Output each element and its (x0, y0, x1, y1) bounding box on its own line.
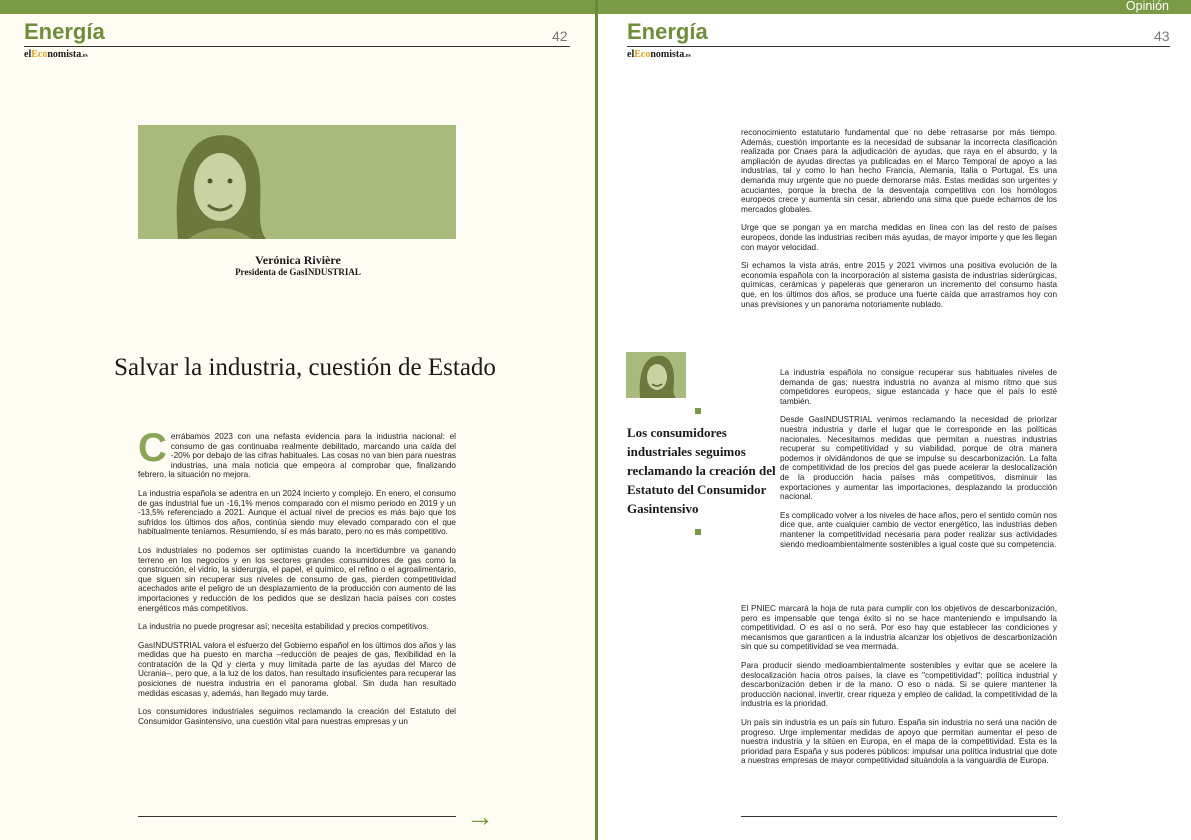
eleconomista-logo: elEconomista.es (627, 49, 691, 60)
paragraph: La industria española no consigue recuperar sus habituales niveles de demanda de gas; nuestra industria no avanza al mismo ritmo que sus competidores europeos, sigue estancada y hace que el país lo esté también. (780, 368, 1057, 406)
paragraph: GasINDUSTRIAL valora el esfuerzo del Gobierno español en los últimos dos años y las medidas que ha puesto en marcha –reducción de peajes de gas, flexibilidad en la contratación de la Qd y cierta y muy limitada parte de las ayudas del Marco de Ucrania–, pero que, a la luz de los datos, han resultado insuficientes para recuperar las posiciones de nuestra industria en el panorama global. Sin duda han resultado medidas escasas y, además, han llegado muy tarde. (138, 640, 456, 698)
page-number: 42 (552, 28, 568, 44)
paragraph: Los industriales no podemos ser optimistas cuando la incertidumbre va ganando terreno en los negocios y en los sectores grandes consumidores de gas como la construcción, el vidrio, la siderurgia, el papel, el químico, el refino o el agroalimentario, que siguen sin recuperar sus niveles de consumo de gas, pierden competitividad acechados ante el peligro de un desplazamiento de la producción con aumento de las importaciones y reducción de los pedidos que se deslizan hacia países con costes energéticos más competitivos. (138, 545, 456, 613)
paragraph: Urge que se pongan ya en marcha medidas en línea con las del resto de países europeos, donde las industrias reciben más ayudas, de mayor importe y que les llegan con mayor velocidad. (741, 223, 1057, 252)
right-column-text-bottom (741, 604, 1057, 775)
pull-quote-square-top (695, 408, 701, 414)
article-headline: Salvar la industria, cuestión de Estado (114, 354, 496, 381)
header-rule (627, 46, 1170, 47)
pull-quote-square-bottom (695, 529, 701, 535)
right-page (598, 0, 1191, 840)
paragraph: Un país sin industria es un país sin futuro. España sin industria no será una nación de progreso. Urge implementar medidas de apoyo que permitan aumentar el peso de nuestra industria y la sitúen en Europa, en el mapa de la competitividad. Esta es la prioridad para España y sus poderes públicos: impulsar una política industrial que dote a nuestras empresas de mayor competitividad situándola a la vanguardia de Europa. (741, 717, 1057, 766)
eleconomista-logo: elEconomista.es (24, 49, 88, 60)
author-photo (138, 125, 456, 239)
opinion-label: Opinión (1125, 0, 1169, 13)
left-column-text (138, 426, 456, 735)
header-rule (24, 46, 570, 47)
paragraph: reconocimiento estatutario fundamental que no debe retrasarse por más tiempo. Además, cuestión importante es la necesidad de subsanar la incorrecta clasificación realizada por Cnaes para la adjudicación de ayudas, que raya en el absurdo, y la ampliación de ayudas directas ya publicadas en el Marco Temporal de apoyo a las industrias, tal y como lo han hecho Francia, Alemania, Italia o Portugal. Es una demanda muy urgente que no puede demorarse más. Estas medidas son urgentes y acuciantes, porque la brecha de la desventaja competitiva con los homólogos europeos crece y aumenta sin cesar, abriendo una sima que puede echarnos de los mercados globales. (741, 128, 1057, 214)
right-column-text-mid (780, 368, 1057, 558)
author-name: Verónica Rivière (255, 253, 341, 267)
section-title: Energía (24, 19, 105, 44)
paragraph: Desde GasINDUSTRIAL venimos reclamando la necesidad de priorizar nuestra industria y darle el lugar que le corresponde en las políticas nacionales. Necesitamos medidas que permitan a nuestras industrias recuperar su competitividad y su viabilidad, porque de otra manera podemos ir olvidándonos de que se impulse su descarbonización. La falta de competitividad de los precios del gas puede acelerar la deslocalización de la producción hacia países más competitivos, disminuir las exportaciones y aumentar las importaciones, desplazando la producción nacional. (780, 415, 1057, 502)
top-bar (0, 0, 596, 14)
page-number: 43 (1154, 28, 1170, 44)
pull-quote: Los consumidores industriales seguimos reclamando la creación del Estatuto del Consumidor Gasintensivo (627, 425, 776, 516)
next-page-arrow-icon[interactable]: → (466, 801, 494, 832)
paragraph: Para producir siendo medioambientalmente sostenibles y evitar que se acelere la deslocalización hacia otros países, la clave es "competitividad": política industrial y descarbonización deben ir de la mano. O eso o nada. Si se quiere mantener la producción nacional, invertir, crear riqueza y empleo de calidad, la competitividad de la industria es la prioridad. (741, 660, 1057, 709)
paragraph: El PNIEC marcará la hoja de ruta para cumplir con los objetivos de descarbonización, pero es impensable que tenga éxito si no se hace manteniendo e impulsando la competitividad. O es así o no será. Por eso hay que establecer las condiciones y mecanismos que garanticen a la industria alcanzar los objetivos de descarbonización sin que su competitividad se vea mermada. (741, 604, 1057, 652)
paragraph: La industria española se adentra en un 2024 incierto y complejo. En enero, el consumo de gas industrial fue un -16,1% menos comparado con el mismo periodo en 2019 y un -13,5% referenciado a 2021. Aunque el actual nivel de precios es más bajo que los sufridos los últimos dos años, continúa siendo muy elevado comparado con el que habitualmente teníamos. Resumiendo, sí es más barato, pero no es más competitivo. (138, 488, 456, 537)
author-thumbnail (626, 352, 686, 398)
column-end-rule (138, 816, 456, 817)
drop-cap: C (138, 426, 167, 470)
paragraph: Cerrábamos 2023 con una nefasta evidencia para la industria nacional: el consumo de gas continuaba realmente debilitado, marcando una caída del -20% por debajo de las cifras habituales. Las cosas no van bien para nuestras industrias, una mala noticia que empeora al comprobar que, finalizando febrero, la situación no mejora. (138, 426, 456, 480)
top-bar (598, 0, 1191, 14)
right-column-text-top (741, 128, 1057, 318)
column-end-rule (741, 816, 1057, 817)
paragraph: Los consumidores industriales seguimos reclamando la creación del Estatuto del Consumidor Gasintensivo, una cuestión vital para nuestras empresas y un (138, 707, 456, 726)
paragraph: Si echamos la vista atrás, entre 2015 y 2021 vivimos una positiva evolución de la economía española con la incorporación al sistema gasista de industrias siderúrgicas, químicas, cerámicas y papeleras que generaron un incremento del consumo hasta que, en los últimos dos años, se produce una fuerte caída que arrastramos hoy con unas previsiones y un panorama notoriamente nublado. (741, 261, 1057, 309)
paragraph: La industria no puede progresar así; necesita estabilidad y precios competitivos. (138, 622, 429, 632)
section-title: Energía (627, 19, 708, 44)
author-role: Presidenta de GasINDUSTRIAL (235, 267, 361, 277)
paragraph: Es complicado volver a los niveles de hace años, pero el sentido común nos dice que, ante cualquier cambio de vector energético, las industrias deben mantener la competitividad necesaria para poder realizar sus actividades siendo medioambientalmente sostenibles a igual coste que su competencia. (780, 510, 1057, 549)
